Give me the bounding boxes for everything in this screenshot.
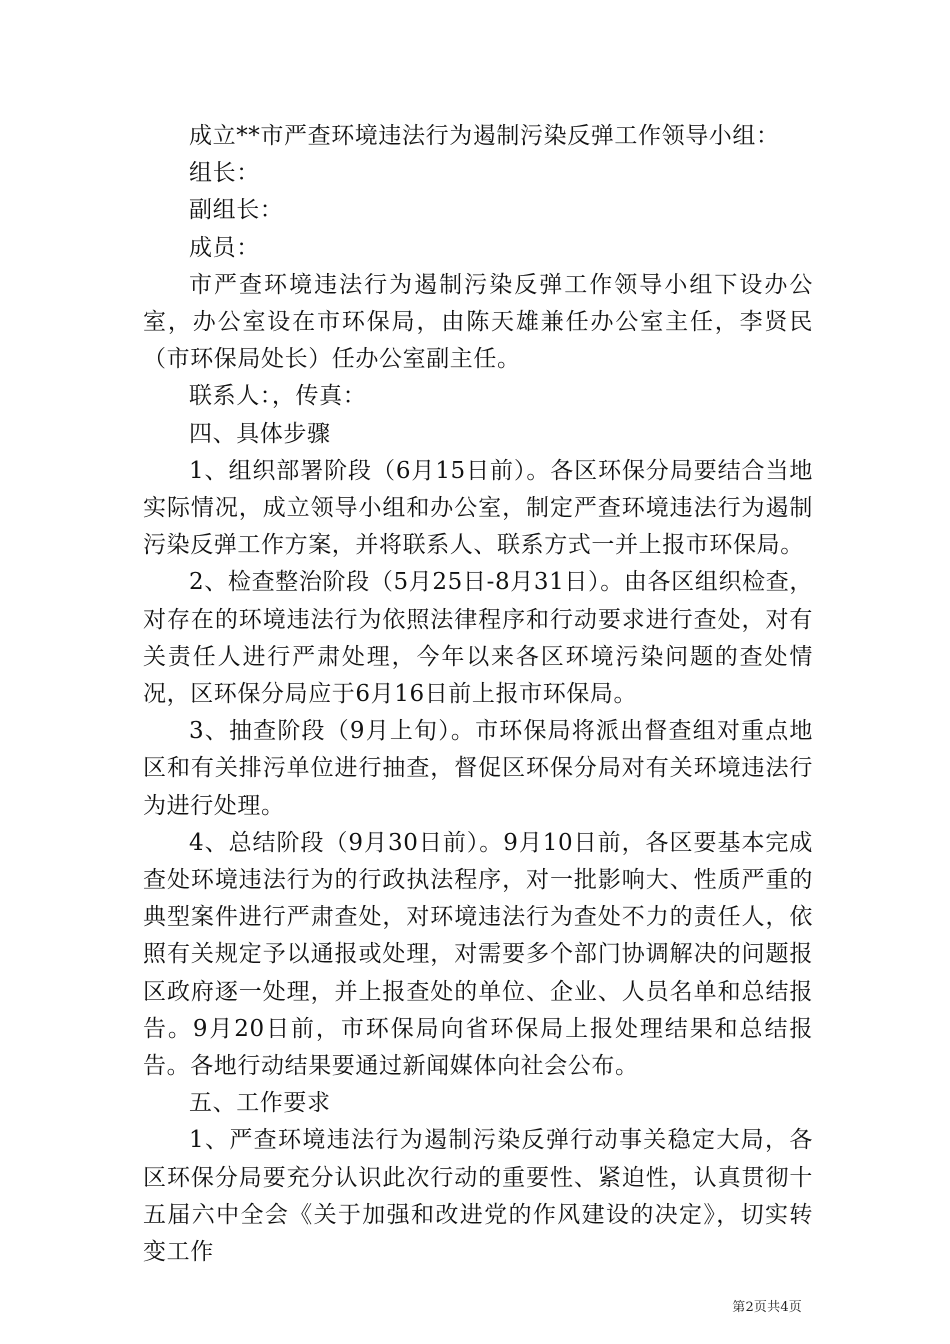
- paragraph-group-leader: 组长：: [189, 160, 260, 187]
- paragraph-step-3: 3、抽查阶段（9月上旬）。市环保局将派出督查组对重点地区和有关排污单位进行抽查，督促区环保分局对有关环境违法行为进行处理。: [143, 718, 813, 819]
- paragraph-members: 成员：: [189, 234, 260, 261]
- paragraph-requirement-1: 1、严查环境违法行为遏制污染反弹行动事关稳定大局，各区环保分局要充分认识此次行动的重要性、紧迫性，认真贯彻十五届六中全会《关于加强和改进党的作风建设的决定》，切实转变工作: [143, 1127, 813, 1266]
- paragraph-step-1: 1、组织部署阶段（6月15日前）。各区环保分局要结合当地实际情况，成立领导小组和办公室，制定严查环境违法行为遏制污染反弹工作方案，并将联系人、联系方式一并上报市环保局。: [143, 457, 813, 559]
- paragraph-contact: 联系人：，传真：: [189, 383, 367, 410]
- paragraph-leading-group: 成立**市严查环境违法行为遏制污染反弹工作领导小组：: [189, 123, 780, 149]
- document-body: [143, 118, 813, 1271]
- paragraph-office: 市严查环境违法行为遏制污染反弹工作领导小组下设办公室，办公室设在市环保局，由陈天雄兼任办公室主任，李贤民（市环保局处长）任办公室副主任。: [143, 271, 813, 373]
- paragraph-deputy-leader: 副组长：: [189, 197, 284, 224]
- paragraph-step-2: 2、检查整治阶段（5月25日-8月31日）。由各区组织检查，对存在的环境违法行为依照法律程序和行动要求进行查处，对有关责任人进行严肃处理，今年以来各区环境污染问题的查处情况，区环保分局应于6月16日前上报市环保局。: [143, 569, 813, 708]
- heading-specific-steps: 四、具体步骤: [189, 420, 331, 447]
- paragraph-step-4: 4、总结阶段（9月30日前）。9月10日前，各区要基本完成查处环境违法行为的行政执法程序，对一批影响大、性质严重的典型案件进行严肃查处，对环境违法行为查处不力的责任人，依照有关规定予以通报或处理，对需要多个部门协调解决的问题报区政府逐一处理，并上报查处的单位、企业、人员名单和总结报告。9月20日前，市环保局向省环保局上报处理结果和总结报告。各地行动结果要通过新闻媒体向社会公布。: [143, 829, 813, 1080]
- heading-work-requirements: 五、工作要求: [189, 1090, 331, 1117]
- page-number-footer: 第2页共4页: [732, 1300, 802, 1315]
